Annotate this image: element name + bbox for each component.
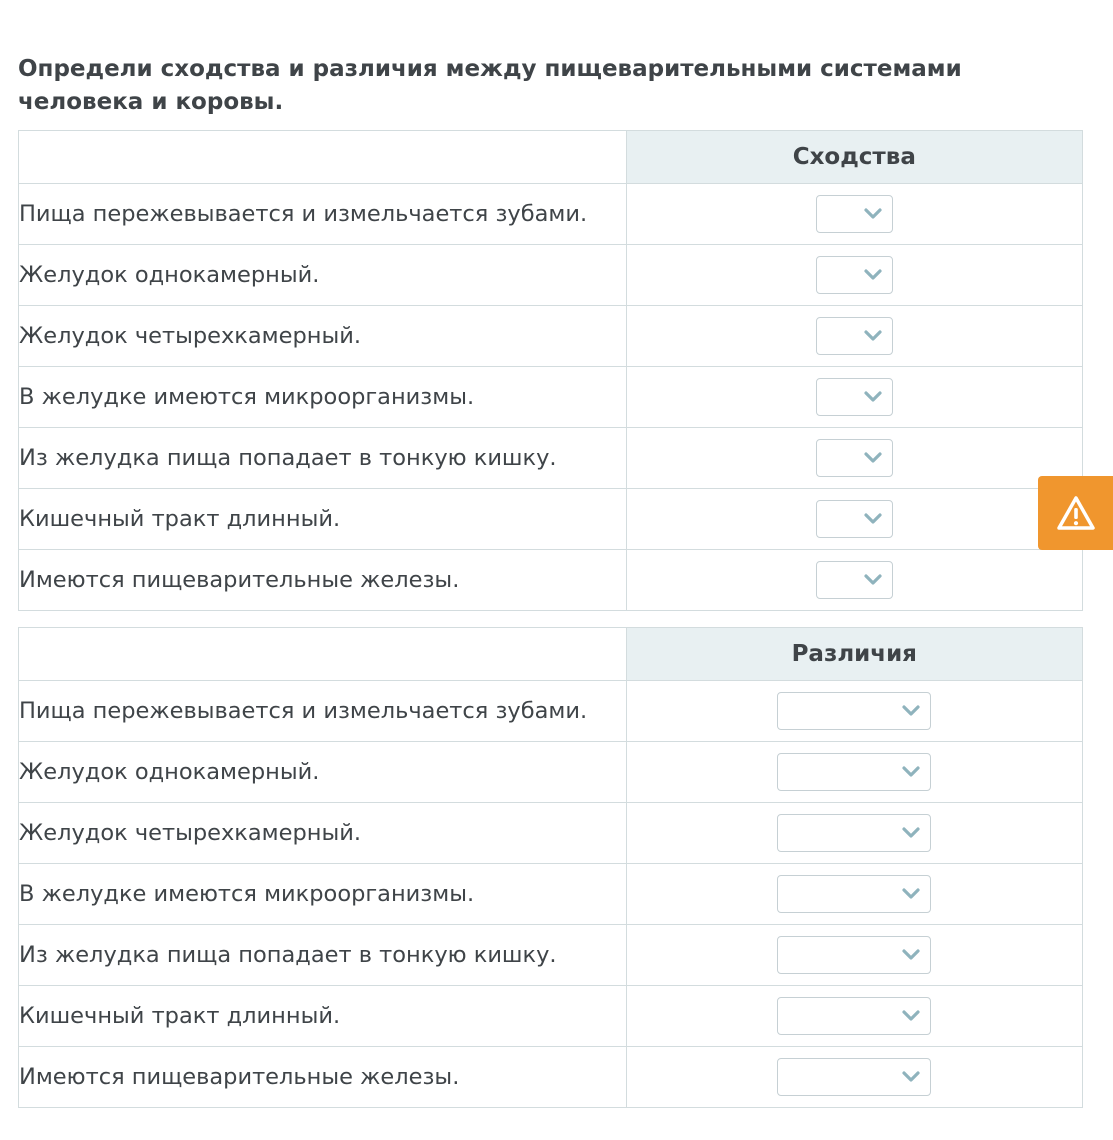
question-text: Определи сходства и различия между пищеварительными системами человека и коровы. — [18, 56, 962, 115]
statement-text: Имеются пищеварительные железы. — [19, 1047, 627, 1108]
statement-text: Из желудка пища попадает в тонкую кишку. — [19, 925, 627, 986]
table-row — [19, 864, 1083, 925]
report-problem-button[interactable] — [1038, 476, 1113, 550]
table-row — [19, 1047, 1083, 1108]
column-header-differences: Различия — [626, 628, 1082, 681]
answer-dropdown[interactable] — [816, 378, 893, 416]
answer-dropdown[interactable] — [777, 692, 931, 730]
table-header-row — [19, 131, 1083, 184]
chevron-down-icon — [863, 390, 883, 404]
header-corner-cell — [19, 131, 627, 184]
answer-dropdown[interactable] — [816, 317, 893, 355]
chevron-down-icon — [901, 1009, 921, 1023]
statement-text: Желудок четырехкамерный. — [19, 306, 627, 367]
statement-text: Кишечный тракт длинный. — [19, 489, 627, 550]
chevron-down-icon — [901, 1070, 921, 1084]
answer-dropdown[interactable] — [816, 256, 893, 294]
answer-dropdown[interactable] — [777, 997, 931, 1035]
statement-text: Имеются пищеварительные железы. — [19, 550, 627, 611]
chevron-down-icon — [901, 887, 921, 901]
table-row — [19, 306, 1083, 367]
table-row — [19, 803, 1083, 864]
table-row — [19, 245, 1083, 306]
chevron-down-icon — [901, 826, 921, 840]
table-row — [19, 550, 1083, 611]
warning-triangle-icon — [1056, 495, 1096, 531]
column-header-similarities: Сходства — [626, 131, 1082, 184]
table-row — [19, 428, 1083, 489]
answer-dropdown[interactable] — [777, 936, 931, 974]
statement-text: В желудке имеются микроорганизмы. — [19, 367, 627, 428]
answer-dropdown[interactable] — [816, 439, 893, 477]
statement-text: Желудок однокамерный. — [19, 245, 627, 306]
chevron-down-icon — [901, 704, 921, 718]
statement-text: Желудок четырехкамерный. — [19, 803, 627, 864]
answer-dropdown[interactable] — [777, 753, 931, 791]
chevron-down-icon — [901, 765, 921, 779]
table-row — [19, 986, 1083, 1047]
table-row — [19, 742, 1083, 803]
table-header-row — [19, 628, 1083, 681]
table-row — [19, 184, 1083, 245]
statement-text: Желудок однокамерный. — [19, 742, 627, 803]
header-corner-cell — [19, 628, 627, 681]
answer-dropdown[interactable] — [777, 814, 931, 852]
chevron-down-icon — [863, 329, 883, 343]
chevron-down-icon — [863, 451, 883, 465]
answer-dropdown[interactable] — [816, 195, 893, 233]
table-row — [19, 367, 1083, 428]
statement-text: Из желудка пища попадает в тонкую кишку. — [19, 428, 627, 489]
chevron-down-icon — [863, 207, 883, 221]
chevron-down-icon — [863, 573, 883, 587]
answer-dropdown[interactable] — [816, 561, 893, 599]
chevron-down-icon — [863, 512, 883, 526]
differences-table — [18, 627, 1083, 1108]
answer-dropdown[interactable] — [777, 875, 931, 913]
similarities-table — [18, 130, 1083, 611]
statement-text: Кишечный тракт длинный. — [19, 986, 627, 1047]
table-row — [19, 489, 1083, 550]
table-row — [19, 925, 1083, 986]
answer-dropdown[interactable] — [816, 500, 893, 538]
statement-text: Пища пережевывается и измельчается зубами. — [19, 681, 627, 742]
chevron-down-icon — [901, 948, 921, 962]
chevron-down-icon — [863, 268, 883, 282]
statement-text: Пища пережевывается и измельчается зубами. — [19, 184, 627, 245]
table-row — [19, 681, 1083, 742]
statement-text: В желудке имеются микроорганизмы. — [19, 864, 627, 925]
answer-dropdown[interactable] — [777, 1058, 931, 1096]
